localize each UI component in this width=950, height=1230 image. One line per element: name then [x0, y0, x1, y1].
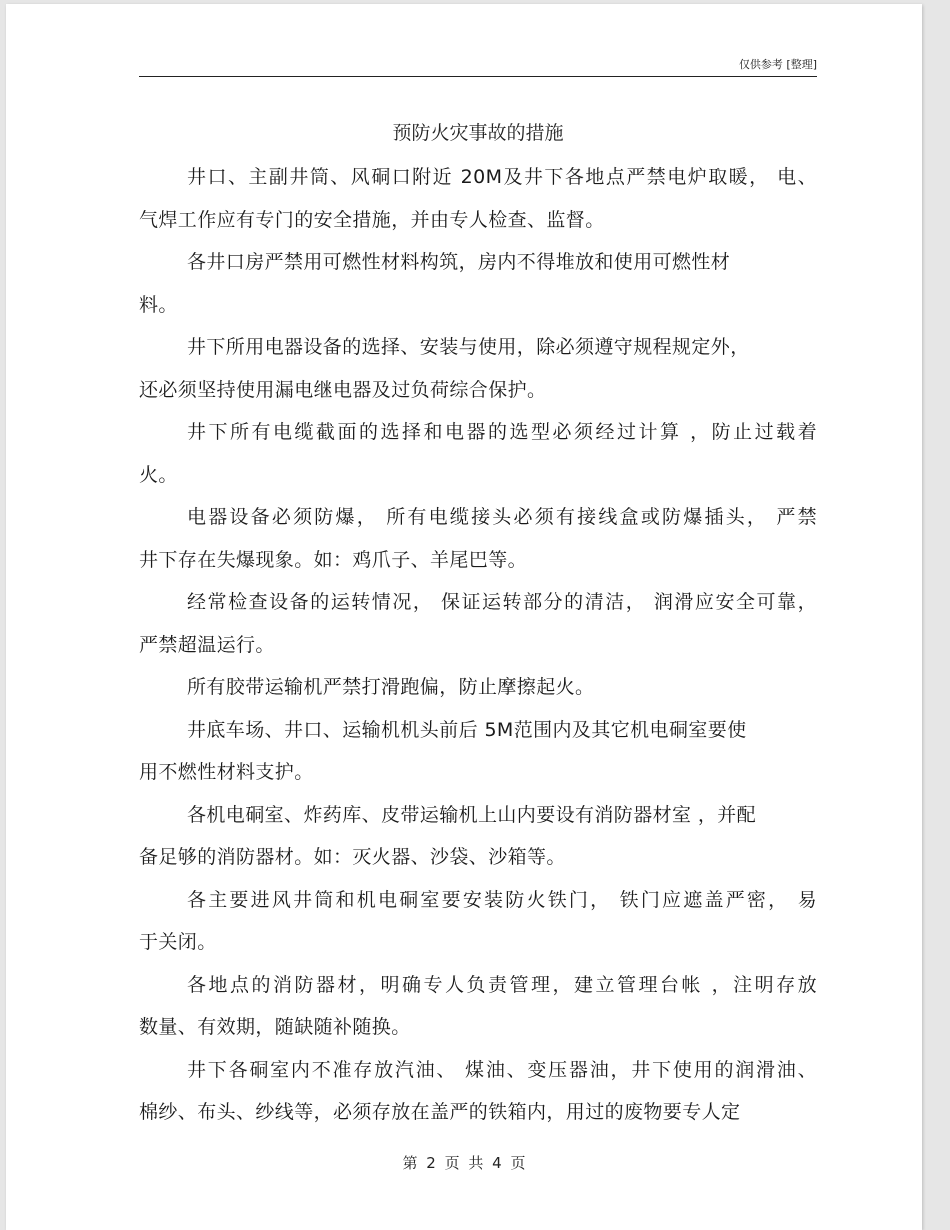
paragraph: [139, 967, 817, 1052]
paragraph-line: 各地点的消防器材，明确专人负责管理，建立管理台帐 ，注明存放: [187, 973, 817, 996]
paragraph-line: 井下各硐室内不准存放汽油、 煤油、变压器油，井下使用的润滑油、: [187, 1058, 817, 1081]
paragraph: [139, 584, 817, 669]
header-note: 仅供参考 [整理]: [738, 58, 817, 71]
paragraph: [139, 499, 817, 584]
paragraph: [139, 244, 817, 329]
paragraph: [139, 159, 817, 244]
paragraph-line: 经常检查设备的运转情况， 保证运转部分的清洁， 润滑应安全可靠，: [187, 591, 817, 613]
paragraph-line: 电器设备必须防爆， 所有电缆接头必须有接线盒或防爆插头， 严禁: [187, 506, 817, 528]
paragraph: [139, 329, 817, 414]
paragraph-line: 严禁超温运行。: [139, 633, 275, 656]
paragraph-line: 井下所用电器设备的选择、安装与使用，除必须遵守规程规定外，: [187, 336, 750, 358]
paragraph: [139, 1052, 817, 1137]
paragraph-line: 数量、有效期，随缺随补随换。: [139, 1016, 411, 1038]
paragraph: [139, 797, 817, 882]
paragraph-line: 火。: [139, 463, 178, 486]
paragraph: [139, 882, 817, 967]
paragraph-line: 井底车场、井口、运输机机头前后 5M范围内及其它机电硐室要使: [187, 718, 747, 741]
paragraph-line: 各机电硐室、炸药库、皮带运输机上山内要设有消防器材室 ，并配: [187, 803, 757, 826]
paragraph-line: 各井口房严禁用可燃性材料构筑，房内不得堆放和使用可燃性材: [187, 251, 731, 273]
paragraph-line: 棉纱、布头、纱线等，必须存放在盖严的铁箱内，用过的废物要专人定: [139, 1101, 741, 1123]
paragraph-line: 用不燃性材料支护。: [139, 761, 314, 783]
paragraph-line: 井下所有电缆截面的选择和电器的选型必须经过计算 ，防止过载着: [187, 421, 817, 443]
paragraph-line: 井下存在失爆现象。如：鸡爪子、羊尾巴等。: [139, 548, 528, 571]
paragraph: [139, 414, 817, 499]
paragraph-line: 气焊工作应有专门的安全措施，并由专人检查、监督。: [139, 208, 605, 231]
paragraph-line: 各主要进风井筒和机电硐室要安装防火铁门， 铁门应遮盖严密， 易: [187, 888, 817, 911]
paragraph-line: 于关闭。: [139, 931, 217, 953]
paragraph-line: 料。: [139, 293, 178, 316]
document-body: [139, 159, 817, 1137]
page-indicator: 第 2 页 共 4 页: [402, 1154, 526, 1172]
paragraph: [139, 712, 817, 797]
paragraph-line: 井口、主副井筒、风硐口附近 20M及井下各地点严禁电炉取暖， 电、: [187, 166, 817, 188]
paragraph: [139, 669, 817, 712]
paragraph-line: 所有胶带运输机严禁打滑跑偏，防止摩擦起火。: [187, 676, 595, 698]
page-header: [139, 54, 817, 77]
paragraph-line: 备足够的消防器材。如：灭火器、沙袋、沙箱等。: [139, 846, 566, 868]
document-page: [6, 4, 922, 1230]
document-title: 预防火灾事故的措施: [392, 122, 564, 144]
paragraph-line: 还必须坚持使用漏电继电器及过负荷综合保护。: [139, 378, 547, 401]
